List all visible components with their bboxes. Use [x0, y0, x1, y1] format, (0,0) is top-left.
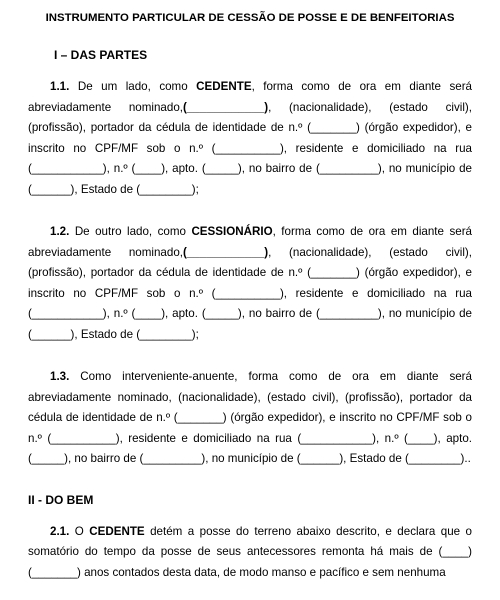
clause-text: , forma como de ora em diante será abreviadamente nominado,: [28, 225, 473, 259]
clause-text: , (nacionalidade), (estado civil), (profissão), portador da cédula de identidade de n.º (_______) (órgão expedidor), e inscrito no CPF/MF sob o n.º (__________), residente e domiciliado na rua (___________), n.º (____), apto. (_____), no bairro de (_________), no município de (______), Estado de (________);: [28, 245, 472, 341]
clause-number: 1.2.: [50, 225, 70, 238]
document-title: INSTRUMENTO PARTICULAR DE CESSÃO DE POSSE E DE BENFEITORIAS: [45, 12, 455, 24]
clause-number: 1.3.: [50, 370, 70, 383]
clause-text: O: [69, 524, 90, 538]
section-heading-parties: I – DAS PARTES: [54, 48, 148, 62]
clause-1-2: [28, 222, 472, 345]
clause-text: , (nacionalidade), (estado civil), (profissão), portador da cédula de identidade de n.º (_______) (órgão expedidor), e inscrito no CPF/MF sob o n.º (__________), residente e domiciliado na rua (___________), n.º (____), apto. (_____), no bairro de (_________), no município de (______), Estado de (________);: [28, 100, 472, 196]
clause-1-3: [28, 367, 472, 470]
clause-text: De um lado, como: [69, 80, 197, 93]
clause-text: De outro lado, como: [69, 225, 192, 238]
party-role: CEDENTE: [89, 524, 145, 538]
section-heading-property: II - DO BEM: [28, 492, 94, 507]
party-role: CESSIONÁRIO: [191, 225, 273, 238]
clause-text: detém a posse do terreno abaixo descrito, e declara que o somatório do tempo da posse de seus antecessores remonta há mais de (____) (_______) anos contados desta data, de modo manso e pacífico e sem nenhuma: [28, 524, 472, 579]
name-blank: (____________): [182, 245, 269, 259]
name-blank: (____________): [182, 100, 269, 114]
clause-1-1: [28, 77, 472, 200]
clause-text: Como interveniente-anuente, forma como de ora em diante será abreviadamente nominado, (nacionalidade), (estado civil), (profissão), portador da cédula de identidade de n.º (_______) (órgão expedidor), e inscrito no CPF/MF sob o n.º (__________), residente e domiciliado na rua (___________), n.º (____), apto. (_____), no bairro de (_________), no município de (______), Estado de (________)..: [28, 370, 472, 465]
clause-number: 1.1.: [50, 80, 70, 93]
clause-2-1: [28, 522, 472, 584]
clause-text: , forma como de ora em diante será abreviadamente nominado,: [28, 80, 473, 114]
clause-number: 2.1.: [50, 524, 70, 538]
party-role: CEDENTE: [196, 80, 252, 93]
